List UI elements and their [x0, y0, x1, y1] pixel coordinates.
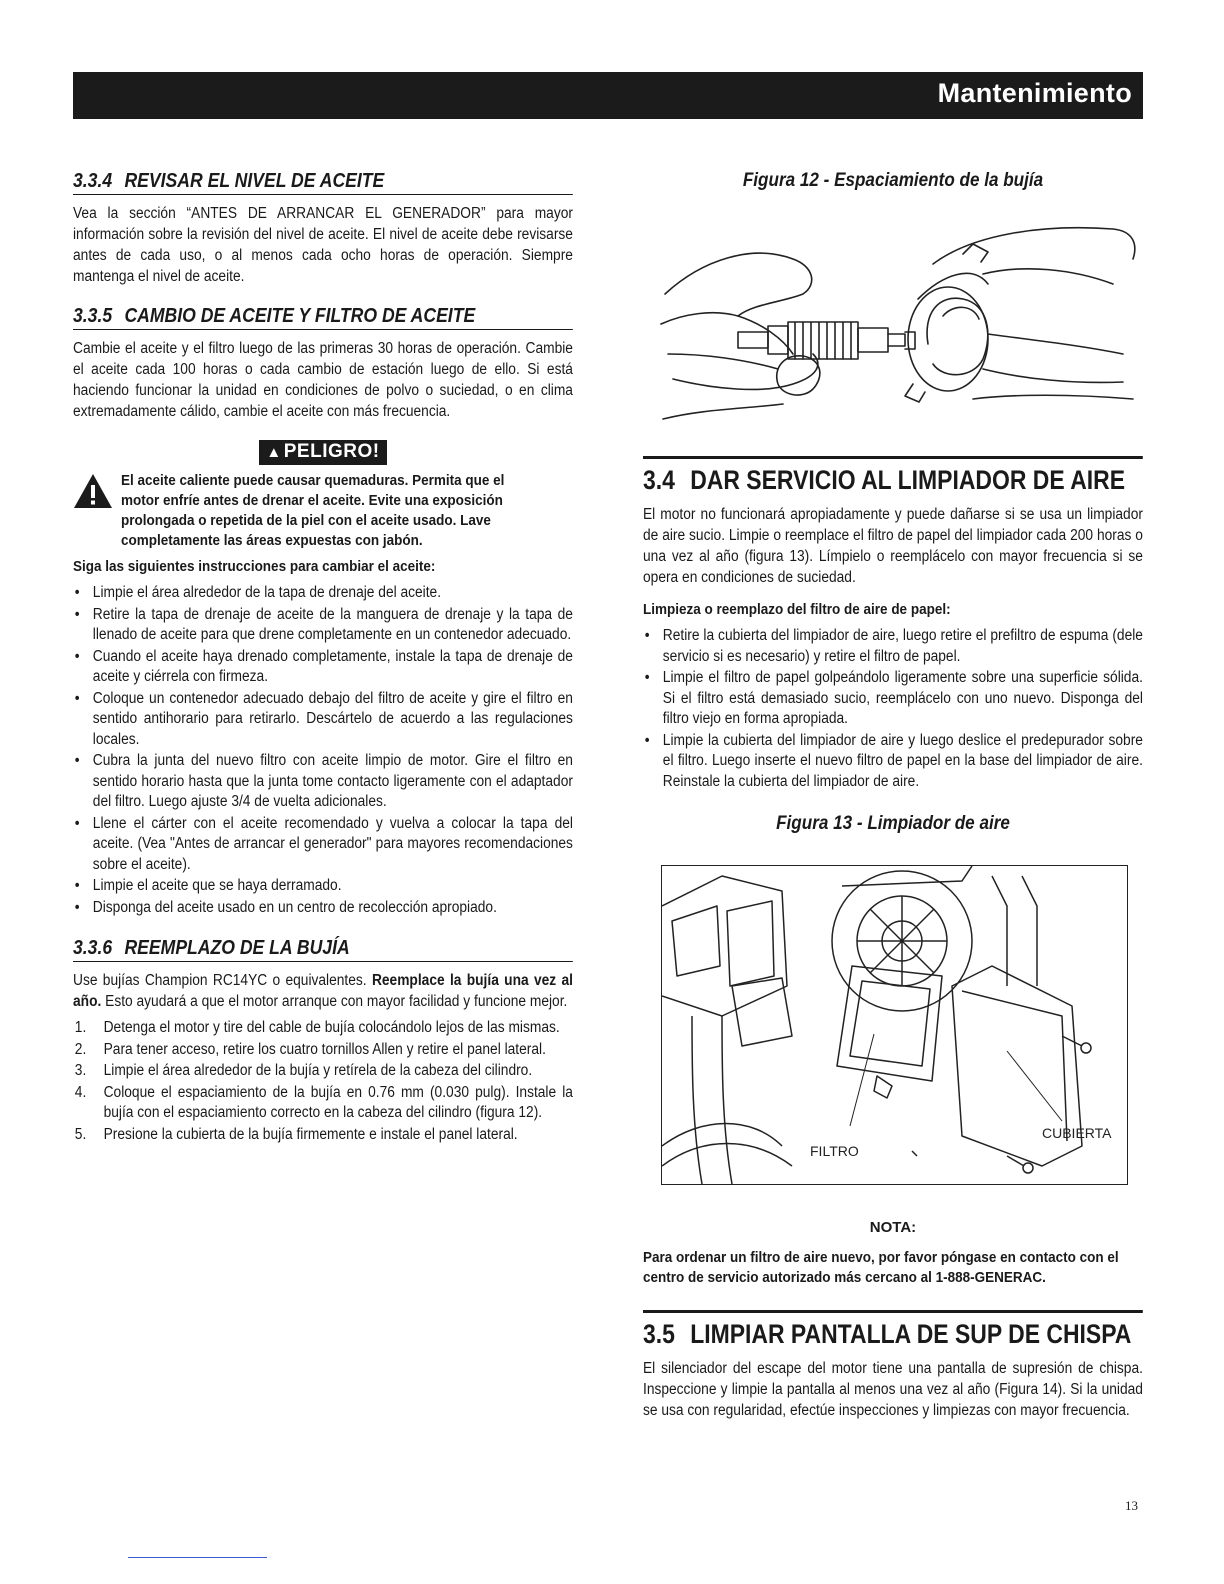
- danger-label-wrap: [73, 440, 573, 465]
- step-text: Limpie el área alrededor de la bujía y retírela de la cabeza del cilindro.: [103, 1062, 533, 1079]
- step-text: Presione la cubierta de la bujía firmemente e instale el panel lateral.: [103, 1125, 518, 1143]
- list-item: • Limpie el área alrededor de la tapa de drenaje del aceite.: [73, 583, 573, 604]
- heading-text: REVISAR EL NIVEL DE ACEITE: [124, 170, 385, 192]
- paragraph-3-3-5: Cambie el aceite y el filtro luego de las primeras 30 horas de operación. Cambie el aceite cada 100 horas o cada cambio de estación luego de ello. Si está haciendo funcionar la unidad en condiciones de polvo o suciedad, o en clima extremadamente cálido, cambie el aceite con más frecuencia.: [73, 340, 573, 420]
- figure-13-caption: Figura 13 - Limpiador de aire: [776, 813, 1010, 834]
- step-number: 1.: [74, 1019, 87, 1036]
- note-text: Para ordenar un filtro de aire nuevo, por favor póngase en contacto con el centro de servicio autorizado más cercano al 1-888-GENERAC.: [643, 1249, 1119, 1286]
- paragraph-text: Esto ayudará a que el motor arranque con mayor facilidad y funcione mejor.: [101, 993, 568, 1010]
- list-item: • Llene el cárter con el aceite recomendado y vuelva a colocar la tapa del aceite. (Vea "Antes de arrancar el generador" para mayores recomendaciones sobre el aceite).: [73, 814, 573, 876]
- heading-text: CAMBIO DE ACEITE Y FILTRO DE ACEITE: [124, 305, 476, 327]
- paragraph-3-4: El motor no funcionará apropiadamente y puede dañarse si se usa un limpiador de aire sucio. Limpie o reemplace el filtro de papel del limpiador cada 200 horas o una vez al año (figura 13). Límpielo o reemplácelo con mayor frecuencia si se opera en condiciones de suciedad.: [643, 506, 1143, 586]
- filter-label: FILTRO: [810, 1143, 859, 1159]
- warning-triangle-icon: [73, 471, 113, 551]
- section-title: Mantenimiento: [937, 78, 1132, 108]
- heading-number: 3.3.4: [73, 170, 113, 192]
- list-item: [73, 1083, 573, 1124]
- heading-number: 3.5: [643, 1319, 675, 1349]
- heading-3-4: [643, 456, 1143, 496]
- figure-13-air-cleaner-illustration: [661, 865, 1128, 1185]
- section-header-bar: [73, 72, 1143, 119]
- figure-12-spark-plug-illustration: [643, 204, 1143, 432]
- step-text: Detenga el motor y tire del cable de bujía colocándolo lejos de las mismas.: [103, 1019, 560, 1036]
- heading-number: 3.4: [643, 465, 675, 495]
- list-item: • Coloque un contenedor adecuado debajo del filtro de aceite y gire el filtro en sentido antihorario para retirarlo. Descártelo de acuerdo a las regulaciones locales.: [73, 689, 573, 751]
- heading-3-3-4: [73, 170, 573, 195]
- danger-badge: [259, 440, 386, 465]
- list-item: [73, 1040, 573, 1061]
- instructions-heading: Siga las siguientes instrucciones para cambiar el aceite:: [73, 558, 436, 575]
- list-item: • Retire la cubierta del limpiador de aire, luego retire el prefiltro de espuma (dele servicio si es necesario) y retire el filtro de papel.: [643, 626, 1143, 667]
- list-item: • Limpie la cubierta del limpiador de aire y luego deslice el predepurador sobre el filtro. Luego inserte el nuevo filtro de papel en la base del limpiador de aire. Reinstale la cubierta del limpiador de aire.: [643, 731, 1143, 793]
- list-item: • Cubra la junta del nuevo filtro con aceite limpio de motor. Gire el filtro en sentido horario hasta que la junta tome contacto ligeramente con el adaptador del filtro. Luego ajuste 3/4 de vuelta adicionales.: [73, 751, 573, 813]
- heading-number: 3.3.6: [73, 937, 113, 959]
- page-number: 13: [1125, 1498, 1138, 1513]
- left-column: [73, 170, 573, 1146]
- list-item: • Disponga del aceite usado en un centro de recolección apropiado.: [73, 898, 573, 919]
- note-title: NOTA:: [869, 1219, 917, 1236]
- oil-change-list: [73, 583, 573, 918]
- list-item: [73, 1061, 573, 1082]
- footer-line: [128, 1557, 267, 1558]
- list-item: • Limpie el aceite que se haya derramado.: [73, 876, 573, 897]
- step-text: Para tener acceso, retire los cuatro tornillos Allen y retire el panel lateral.: [103, 1040, 546, 1058]
- danger-box: [73, 471, 573, 551]
- heading-3-3-6: [73, 937, 573, 962]
- paragraph-3-3-4: Vea la sección “ANTES DE ARRANCAR EL GENERADOR” para mayor información sobre la revisión del nivel de aceite. El nivel de aceite debe revisarse antes de cada uso, o al menos cada ocho horas de operación. Siempre mantenga el nivel de aceite.: [73, 205, 573, 285]
- list-item: • Retire la tapa de drenaje de aceite de la manguera de drenaje y la tapa de llenado de aceite para que drene completamente en un contenedor adecuado.: [73, 605, 573, 646]
- step-number: 4.: [74, 1083, 87, 1101]
- heading-3-3-5: [73, 305, 573, 330]
- heading-number: 3.3.5: [73, 305, 113, 327]
- list-item: • Limpie el filtro de papel golpeándolo ligeramente sobre una superficie sólida. Si el filtro está demasiado sucio, reemplácelo con uno nuevo. Disponga del filtro viejo en forma apropiada.: [643, 668, 1143, 730]
- list-item: [73, 1125, 573, 1146]
- heading-3-5: [643, 1310, 1143, 1350]
- warning-icon: ▲: [266, 444, 282, 461]
- paragraph-3-3-6: [73, 970, 573, 1012]
- step-number: 3.: [74, 1062, 87, 1079]
- right-column: [643, 170, 1143, 1421]
- spark-plug-steps: [73, 1018, 573, 1145]
- danger-label: PELIGRO!: [283, 441, 380, 462]
- step-text: Coloque el espaciamiento de la bujía en 0.76 mm (0.030 pulg). Instale la bujía con el espaciamiento correcto en la cabeza del cilindro (figura 12).: [103, 1083, 573, 1121]
- heading-text: REEMPLAZO DE LA BUJÍA: [124, 937, 350, 959]
- list-item: [73, 1018, 573, 1039]
- heading-text: DAR SERVICIO AL LIMPIADOR DE AIRE: [690, 465, 1126, 495]
- step-number: 5.: [74, 1125, 87, 1143]
- danger-text: El aceite caliente puede causar quemaduras. Permita que el motor enfríe antes de drenar el aceite. Evite una exposición prolongada o repetida de la piel con el aceite usado. Lave completamente las áreas expuestas con jabón.: [121, 472, 505, 549]
- list-item: • Cuando el aceite haya drenado completamente, instale la tapa de drenaje de aceite y ciérrela con firmeza.: [73, 647, 573, 688]
- figure-12-caption: Figura 12 - Espaciamiento de la bujía: [742, 170, 1044, 191]
- air-filter-subheading: Limpieza o reemplazo del filtro de aire de papel:: [643, 601, 951, 618]
- step-number: 2.: [74, 1040, 87, 1058]
- paragraph-bold-text: Reemplace la bujía una vez al año.: [73, 972, 573, 1010]
- paragraph-3-5: El silenciador del escape del motor tiene una pantalla de supresión de chispa. Inspeccione y limpie la pantalla al menos una vez al año (Figura 14). Si la unidad se usa con regularidad, efectúe inspecciones y limpiezas con mayor frecuencia.: [643, 1360, 1143, 1419]
- paragraph-text: Use bujías Champion RC14YC o equivalentes.: [73, 972, 372, 989]
- heading-text: LIMPIAR PANTALLA DE SUP DE CHISPA: [690, 1319, 1132, 1349]
- air-filter-list: [643, 626, 1143, 792]
- cover-label: CUBIERTA: [1042, 1125, 1112, 1141]
